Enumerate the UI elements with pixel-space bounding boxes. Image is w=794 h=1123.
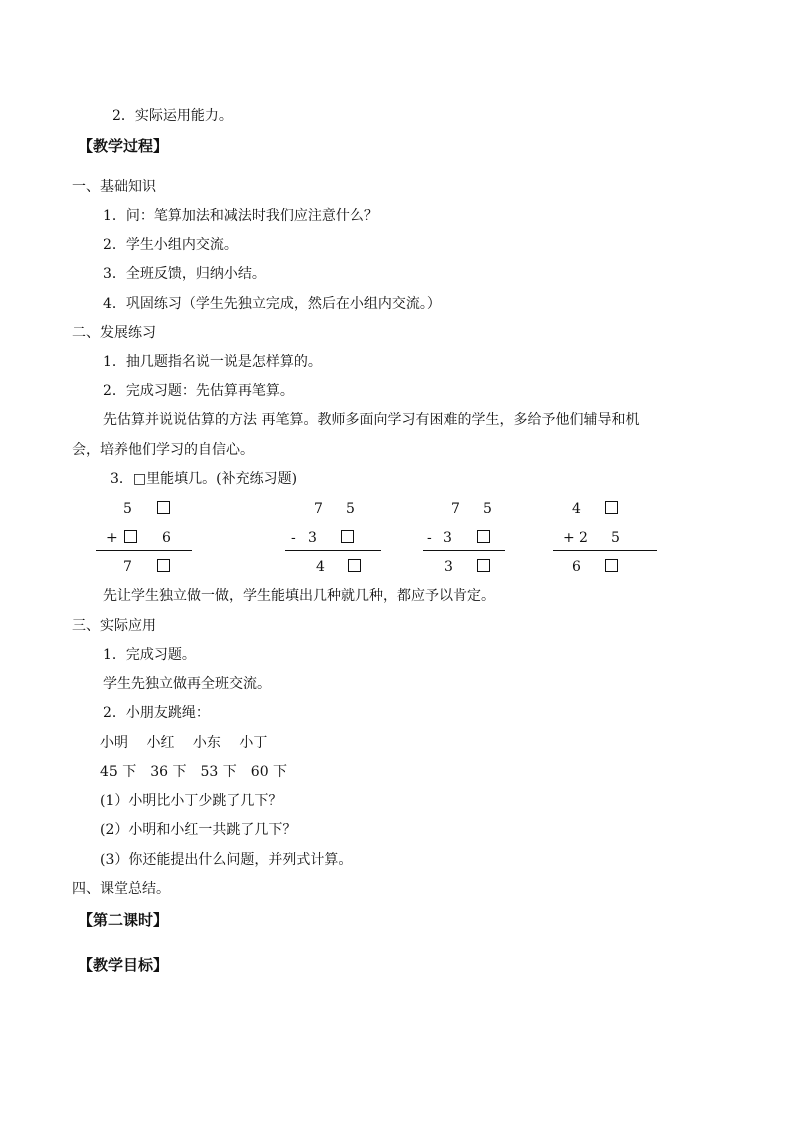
problem-2-difference-line <box>285 550 381 551</box>
section-4-title: 四、课堂总结。 <box>72 881 170 897</box>
problem-4-mid-digit-2: 5 <box>611 530 620 546</box>
rope-names-row: 小明 小红 小东 小丁 <box>100 735 268 751</box>
blank-box <box>341 530 354 543</box>
heading-teaching-process: 【教学过程】 <box>78 137 169 155</box>
problem-1-result-digit: 7 <box>123 559 132 575</box>
problem-3-mid-digit: 3 <box>443 530 452 546</box>
question-1: (1）小明比小丁少跳了几下？ <box>100 793 283 809</box>
section-3-item-1: 1．完成习题。 <box>103 647 196 663</box>
problem-3-operator: - <box>427 530 432 546</box>
problem-1-result-blank <box>157 557 170 577</box>
problem-4-sum-line <box>553 550 657 551</box>
problem-4-top-digit: 4 <box>572 501 581 517</box>
problem-3-difference-line <box>423 550 505 551</box>
blank-box <box>157 501 170 514</box>
problem-1-top-digit: 5 <box>123 501 132 517</box>
problem-1-top-blank <box>157 499 170 519</box>
problem-3-mid-blank <box>477 528 490 548</box>
problem-4-mid-digit-1: 2 <box>579 530 588 546</box>
section-3-item-2: 2．小朋友跳绳： <box>103 705 210 721</box>
question-2: (2）小明和小红一共跳了几下？ <box>100 822 297 838</box>
section-1-item-3: 3．全班反馈，归纳小结。 <box>103 266 266 282</box>
objective-line-2: 2．实际运用能力。 <box>112 108 233 124</box>
problem-4-top-blank <box>605 499 618 519</box>
section-1-item-2: 2．学生小组内交流。 <box>103 237 238 253</box>
blank-box <box>605 501 618 514</box>
section-2-paragraph-line-2: 会，培养他们学习的自信心。 <box>72 442 254 458</box>
problem-1-sum-line <box>96 550 192 551</box>
problem-4-result-digit: 6 <box>572 559 581 575</box>
blank-box <box>348 559 361 572</box>
heading-teaching-goals: 【教学目标】 <box>78 956 169 974</box>
heading-second-lesson: 【第二课时】 <box>78 911 169 929</box>
blank-box <box>605 559 618 572</box>
problem-3-result-blank <box>477 557 490 577</box>
question-3: (3）你还能提出什么问题，并列式计算。 <box>100 852 353 868</box>
section-2-item-2: 2．完成习题：先估算再笔算。 <box>103 383 294 399</box>
blank-box <box>477 530 490 543</box>
problem-2-top-digit-1: 7 <box>314 501 323 517</box>
problem-4-operator: + <box>563 530 575 546</box>
section-2-paragraph-line-1: 先估算并说说估算的方法 再笔算。教师多面向学习有困难的学生，多给予他们辅导和机 <box>103 412 640 428</box>
section-1-title: 一、基础知识 <box>72 179 156 195</box>
section-2-title: 二、发展练习 <box>72 325 156 341</box>
problem-2-result-digit: 4 <box>316 559 325 575</box>
blank-box <box>124 530 137 543</box>
section-2-item-1: 1．抽几题指名说一说是怎样算的。 <box>103 354 322 370</box>
problem-2-mid-blank <box>341 528 354 548</box>
problem-2-top-digit-2: 5 <box>346 501 355 517</box>
section-2-after-problems: 先让学生独立做一做，学生能填出几种就几种，都应予以肯定。 <box>103 588 495 604</box>
problem-1-operator: + <box>106 530 118 546</box>
problem-2-mid-digit: 3 <box>308 530 317 546</box>
blank-box <box>477 559 490 572</box>
problem-3-top-digit-2: 5 <box>483 501 492 517</box>
problem-2-result-blank <box>348 557 361 577</box>
problem-2-operator: - <box>291 530 296 546</box>
section-1-item-4: 4．巩固练习（学生先独立完成，然后在小组内交流。） <box>103 296 441 312</box>
section-2-item-3: 3．□里能填几。(补充练习题) <box>110 471 298 487</box>
section-1-item-1: 1．问：笔算加法和减法时我们应注意什么？ <box>103 208 378 224</box>
problem-3-top-digit-1: 7 <box>451 501 460 517</box>
section-3-title: 三、实际应用 <box>72 618 156 634</box>
section-3-item-1-detail: 学生先独立做再全班交流。 <box>103 676 271 692</box>
blank-box <box>157 559 170 572</box>
problem-3-result-digit: 3 <box>444 559 453 575</box>
problem-1-mid-blank <box>124 528 137 548</box>
problem-4-result-blank <box>605 557 618 577</box>
problem-1-mid-digit: 6 <box>162 530 171 546</box>
rope-counts-row: 45 下 36 下 53 下 60 下 <box>100 764 288 780</box>
